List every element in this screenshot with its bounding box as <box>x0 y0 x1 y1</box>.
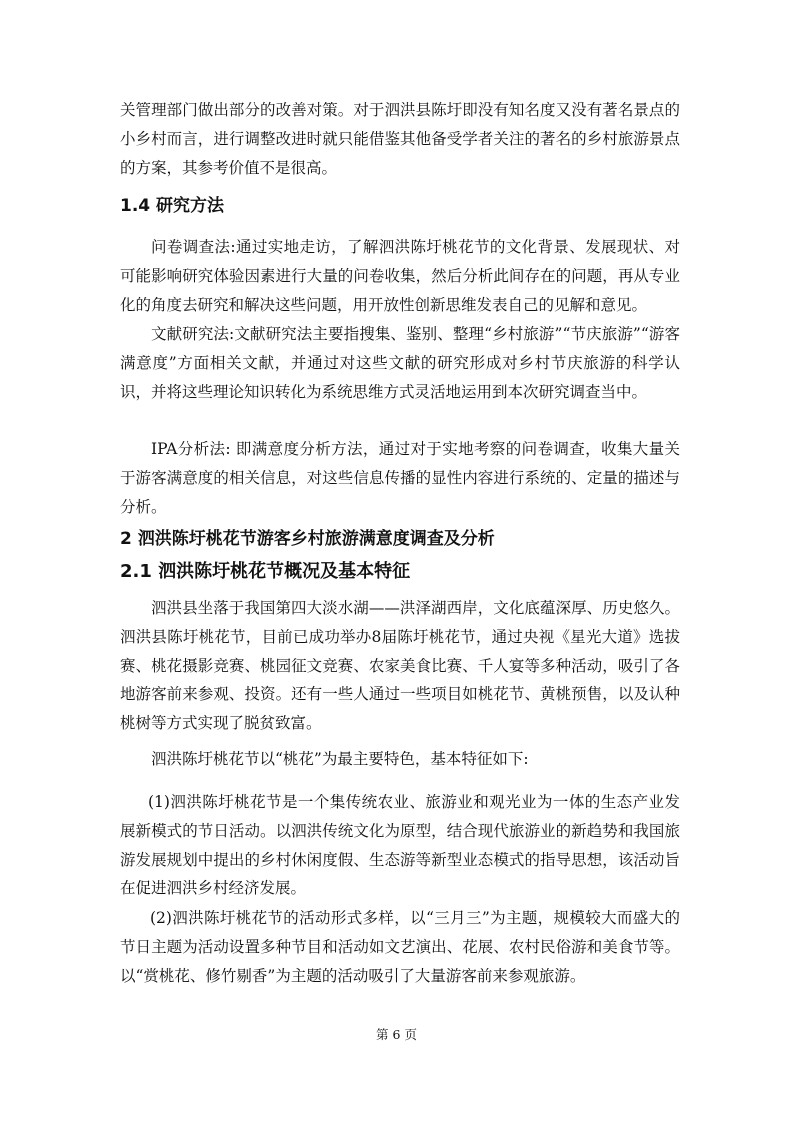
paragraph-ipa-method: IPA分析法: 即满意度分析方法，通过对于实地考察的问卷调查，收集大量关于游客满意度的相关信息，对这些信息传播的显性内容进行系统的、定量的描述与分析。 <box>120 440 680 516</box>
paragraph-features-intro: 泗洪陈圩桃花节以“桃花”为最主要特色，基本特征如下: <box>151 750 529 768</box>
paragraph-intro: 关管理部门做出部分的改善对策。对于泗洪县陈圩即没有知名度又没有著名景点的小乡村而言，进行调整改进时就只能借鉴其他备受学者关注的著名的乡村旅游景点的方案，其参考价值不是很高。 <box>120 101 680 177</box>
chapter-heading-2: 2 泗洪陈圩桃花节游客乡村旅游满意度调查及分析 <box>120 529 495 549</box>
section-heading-2-1: 2.1 泗洪陈圩桃花节概况及基本特征 <box>120 561 411 582</box>
section-heading-1-4: 1.4 研究方法 <box>120 196 225 216</box>
paragraph-feature-2: (2)泗洪陈圩桃花节的活动形式多样，以“三月三”为主题，规模较大而盛大的节日主题为活动设置多种节目和活动如文艺演出、花展、农村民俗游和美食节等。以“赏桃花、修竹剔香”为主题的活动吸引了大量游客前来参观旅游。 <box>120 909 680 985</box>
paragraph-feature-1: (1)泗洪陈圩桃花节是一个集传统农业、旅游业和观光业为一体的生态产业发展新模式的节日活动。以泗洪传统文化为原型，结合现代旅游业的新趋势和我国旅游发展规划中提出的乡村休闲度假、生态游等新型业态模式的指导思想，该活动旨在促进泗洪乡村经济发展。 <box>120 793 680 898</box>
paragraph-overview: 泗洪县坐落于我国第四大淡水湖——洪泽湖西岸，文化底蕴深厚、历史悠久。泗洪县陈圩桃花节，目前已成功举办8届陈圩桃花节，通过央视《星光大道》选拔赛、桃花摄影竞赛、桃园征文竞赛、农家美食比赛、千人宴等多种活动，吸引了各地游客前来参观、投资。还有一些人通过一些项目如桃花节、黄桃预售，以及认种桃树等方式实现了脱贫致富。 <box>120 599 680 733</box>
paragraph-questionnaire-method: 问卷调查法:通过实地走访，了解泗洪陈圩桃花节的文化背景、发展现状、对可能影响研究体验因素进行大量的问卷收集，然后分析此间存在的问题，再从专业化的角度去研究和解决这些问题，用开放性创新思维发表自己的见解和意见。 <box>120 238 680 314</box>
page-number: 第 6 页 <box>376 1027 417 1042</box>
paragraph-literature-method: 文献研究法:文献研究法主要指搜集、鉴别、整理“乡村旅游”“节庆旅游”“游客满意度”方面相关文献，并通过对这些文献的研究形成对乡村节庆旅游的科学认识，并将这些理论知识转化为系统思维方式灵活地运用到本次研究调查当中。 <box>120 325 680 401</box>
